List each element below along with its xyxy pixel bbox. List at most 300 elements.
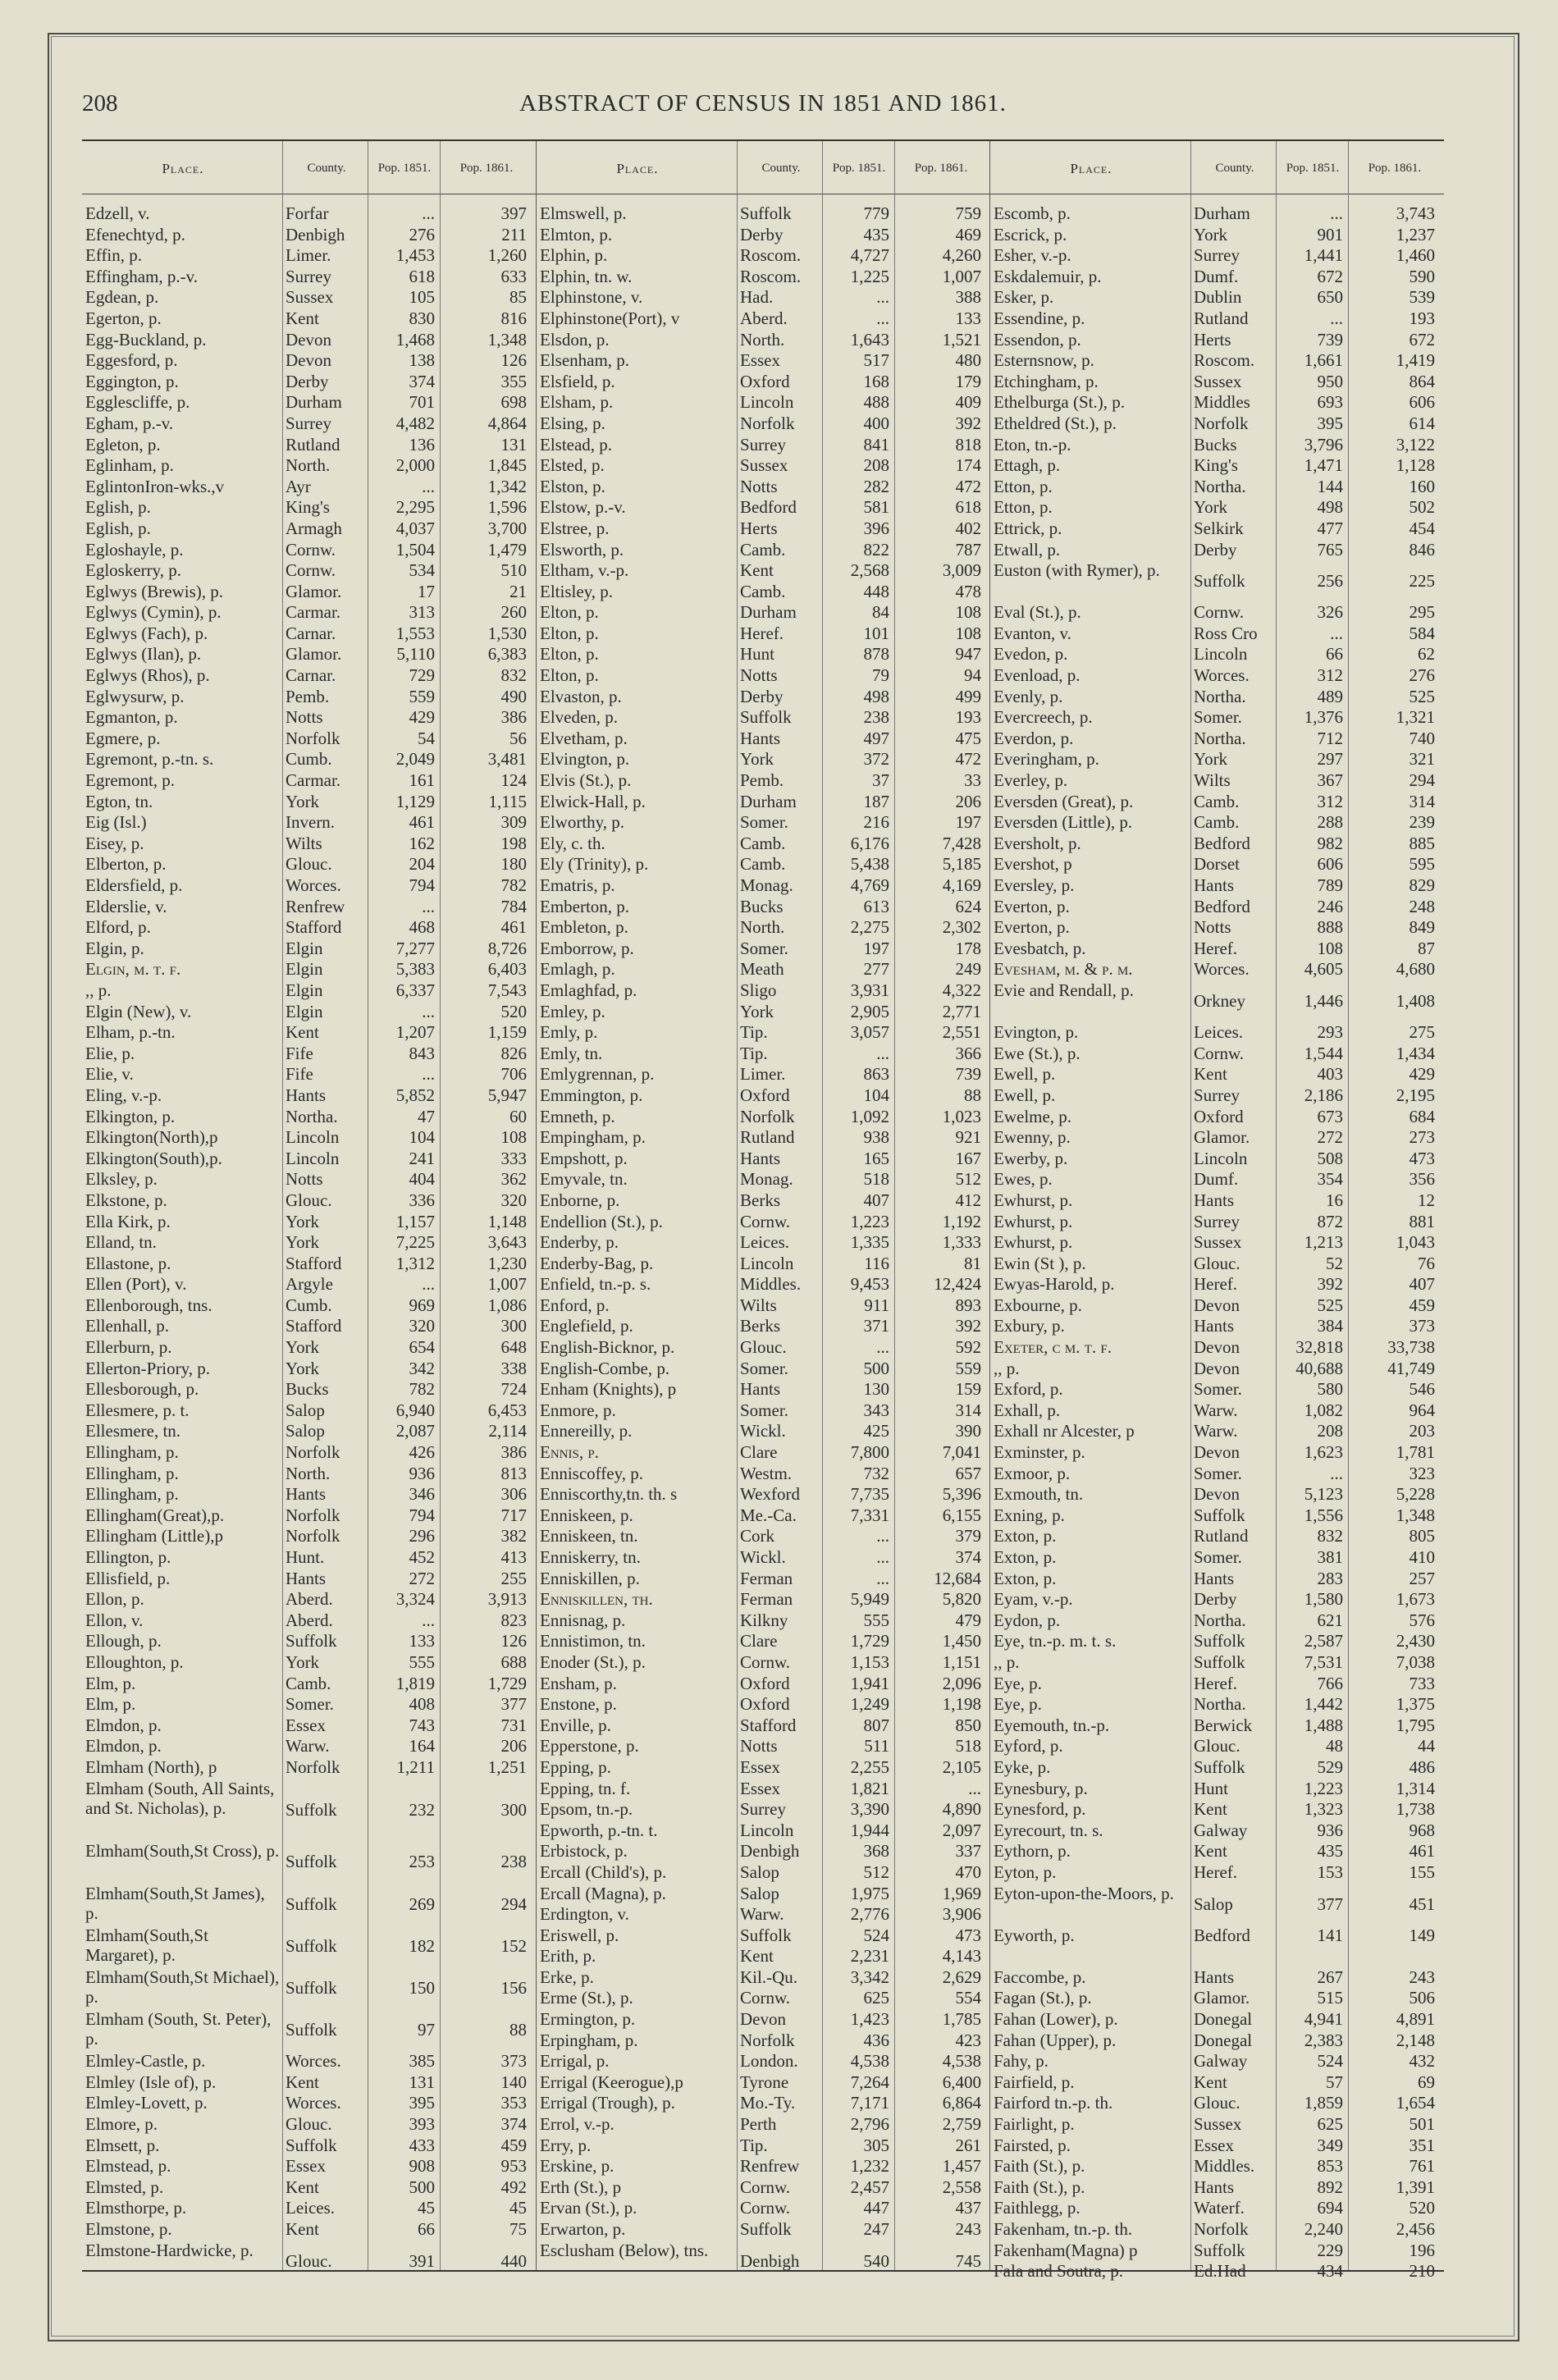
place-name: Exton, p. bbox=[994, 1568, 1057, 1588]
place-name: Faccombe, p. bbox=[994, 1967, 1086, 1987]
county-name: Wickl. bbox=[740, 1547, 786, 1567]
population-1861: 196 bbox=[1409, 2240, 1435, 2260]
place-name: Enborne, p. bbox=[540, 1190, 620, 1210]
population-1851: 448 bbox=[863, 581, 889, 601]
table-row bbox=[82, 749, 536, 770]
place-name: Erdington, v. bbox=[540, 1904, 629, 1925]
table-row bbox=[82, 875, 536, 897]
table-row bbox=[537, 308, 990, 330]
table-row bbox=[990, 624, 1444, 645]
table-row bbox=[82, 1484, 536, 1505]
population-1861: ... bbox=[968, 1778, 981, 1798]
county-name: Glouc. bbox=[286, 2114, 332, 2135]
population-1851: 216 bbox=[863, 812, 889, 833]
population-1861: 382 bbox=[500, 1526, 527, 1546]
county-name: Suffolk bbox=[286, 1852, 337, 1872]
population-1851: 400 bbox=[863, 413, 889, 433]
population-1861: 475 bbox=[955, 728, 981, 748]
county-name: Orkney bbox=[1194, 990, 1245, 1011]
table-row bbox=[82, 939, 536, 960]
table-row bbox=[990, 1925, 1444, 1947]
population-1861: 423 bbox=[955, 2030, 981, 2050]
row-list bbox=[82, 203, 536, 2282]
table-row bbox=[990, 372, 1444, 393]
county-name: Sussex bbox=[1194, 1232, 1242, 1253]
county-name: Stafford bbox=[286, 1316, 342, 1336]
place-name: Elmley (Isle of), p. bbox=[85, 2072, 217, 2092]
table-row bbox=[537, 1421, 990, 1442]
county-name: Surrey bbox=[1194, 1211, 1240, 1231]
population-1861: 539 bbox=[1409, 287, 1435, 308]
table-row bbox=[537, 707, 990, 729]
population-1851: 878 bbox=[863, 644, 889, 665]
population-1851: 2,255 bbox=[850, 1756, 889, 1777]
population-1861: 2,096 bbox=[942, 1673, 981, 1693]
population-1851: 529 bbox=[1317, 1756, 1343, 1777]
place-name: Elphin, p. bbox=[540, 245, 608, 266]
population-1861: 684 bbox=[1409, 1106, 1435, 1126]
population-1861: 255 bbox=[500, 1568, 527, 1588]
table-row bbox=[537, 1379, 990, 1400]
place-name: Evesbatch, p. bbox=[994, 938, 1086, 958]
county-name: Glamor. bbox=[1194, 1988, 1250, 2008]
population-1851: 1,249 bbox=[850, 1694, 889, 1715]
column-header-place: Place. bbox=[162, 160, 204, 176]
population-1861: 294 bbox=[500, 1893, 527, 1914]
county-name: Rutland bbox=[740, 1127, 795, 1148]
place-name: Effin, p. bbox=[85, 245, 143, 266]
population-1861: 56 bbox=[509, 728, 527, 748]
table-row bbox=[990, 1464, 1444, 1485]
county-name: Argyle bbox=[286, 1274, 333, 1295]
population-1861: 197 bbox=[955, 812, 981, 833]
population-1861: 1,596 bbox=[487, 497, 527, 518]
county-name: Lincoln bbox=[740, 392, 794, 413]
population-1851: 6,176 bbox=[850, 833, 889, 853]
population-1861: 499 bbox=[955, 686, 981, 706]
county-name: Heref. bbox=[1194, 938, 1238, 958]
table-row bbox=[82, 602, 536, 624]
population-1861: 492 bbox=[500, 2177, 527, 2197]
place-name: Ematris, p. bbox=[540, 875, 615, 895]
population-1861: 333 bbox=[500, 1148, 527, 1168]
place-name: Emborrow, p. bbox=[540, 938, 634, 958]
table-row bbox=[537, 477, 990, 498]
population-1851: 843 bbox=[409, 1043, 435, 1063]
population-1851: 16 bbox=[1326, 1190, 1343, 1210]
county-name: Glouc. bbox=[740, 1337, 787, 1358]
table-row bbox=[82, 1967, 536, 2009]
county-name: Kil.-Qu. bbox=[740, 1967, 797, 1987]
population-1851: 779 bbox=[863, 203, 889, 223]
population-1861: 108 bbox=[500, 1127, 527, 1148]
county-name: Kent bbox=[286, 2177, 319, 2197]
place-name: Ewyas-Harold, p. bbox=[994, 1274, 1115, 1295]
county-name: Suffolk bbox=[1194, 2240, 1245, 2260]
place-name: Ettagh, p. bbox=[994, 455, 1061, 476]
place-name: Exford, p. bbox=[994, 1379, 1063, 1400]
place-name: Everdon, p. bbox=[994, 728, 1074, 748]
county-name: Sussex bbox=[740, 455, 788, 476]
population-1861: 33,738 bbox=[1387, 1337, 1435, 1358]
county-name: Essex bbox=[1194, 2135, 1234, 2155]
table-row bbox=[990, 267, 1444, 288]
population-1851: 477 bbox=[1317, 518, 1343, 538]
population-1861: 88 bbox=[509, 2020, 527, 2040]
place-name: Epping, p. bbox=[540, 1756, 611, 1777]
county-name: Norfolk bbox=[740, 1106, 795, 1126]
county-name: York bbox=[1194, 224, 1228, 244]
population-1851: 32,818 bbox=[1295, 1337, 1343, 1358]
table-row bbox=[990, 2136, 1444, 2157]
population-1851: 297 bbox=[1317, 749, 1343, 770]
population-1861: 294 bbox=[1409, 770, 1435, 791]
population-1861: 451 bbox=[1409, 1893, 1435, 1914]
population-1861: 947 bbox=[955, 644, 981, 665]
county-name: Camb. bbox=[740, 581, 786, 601]
table-row bbox=[82, 1736, 536, 1757]
place-name: Enville, p. bbox=[540, 1715, 611, 1735]
county-name: Galway bbox=[1194, 2051, 1248, 2072]
county-name: Somer. bbox=[740, 1400, 788, 1420]
population-1861: 2,629 bbox=[942, 1967, 981, 1987]
place-name: Elmsthorpe, p. bbox=[85, 2198, 187, 2218]
county-name: Somer. bbox=[1194, 1547, 1242, 1567]
county-name: Hants bbox=[286, 1568, 326, 1588]
place-name: Fakenham, tn.-p. th. bbox=[994, 2219, 1133, 2239]
table-row bbox=[990, 897, 1444, 918]
county-name: Herts bbox=[740, 518, 778, 538]
table-row bbox=[82, 497, 536, 518]
population-1861: 3,906 bbox=[942, 1904, 981, 1925]
population-1861: 133 bbox=[955, 308, 981, 328]
place-name: Eldersfield, p. bbox=[85, 875, 183, 895]
population-1851: 246 bbox=[1317, 896, 1343, 916]
population-1861: 88 bbox=[964, 1085, 981, 1105]
table-row bbox=[990, 1274, 1444, 1295]
table-row bbox=[82, 897, 536, 918]
table-row bbox=[990, 1820, 1444, 1842]
population-1851: 368 bbox=[863, 1841, 889, 1862]
table-row bbox=[82, 455, 536, 477]
place-name: Enderby, p. bbox=[540, 1232, 619, 1253]
place-name: Elveden, p. bbox=[540, 707, 619, 728]
population-1861: 149 bbox=[1409, 1925, 1435, 1945]
county-name: Ed.Had bbox=[1194, 2261, 1246, 2282]
population-1861: 94 bbox=[964, 665, 981, 686]
place-name: Ercall (Magna), p. bbox=[540, 1883, 666, 1903]
county-name: Kent bbox=[286, 2219, 319, 2240]
place-name: Endellion (St.), p. bbox=[540, 1211, 663, 1231]
population-1851: 5,123 bbox=[1304, 1484, 1343, 1505]
county-name: Lincoln bbox=[286, 1148, 340, 1168]
population-1851: 130 bbox=[863, 1379, 889, 1400]
place-name: Enniscoffey, p. bbox=[540, 1463, 643, 1483]
population-1861: 276 bbox=[1409, 665, 1435, 686]
table-row bbox=[990, 1169, 1444, 1190]
population-1851: 435 bbox=[863, 224, 889, 244]
population-1851: 625 bbox=[1317, 2114, 1343, 2135]
population-1861: 337 bbox=[955, 1841, 981, 1862]
population-1851: ... bbox=[876, 287, 889, 308]
population-1851: 606 bbox=[1317, 854, 1343, 875]
population-1851: 2,905 bbox=[850, 1001, 889, 1021]
population-1851: 4,538 bbox=[850, 2051, 889, 2072]
county-name: Devon bbox=[1194, 1484, 1240, 1505]
population-1861: 410 bbox=[1409, 1547, 1435, 1567]
population-1851: 374 bbox=[409, 371, 435, 391]
table-row bbox=[82, 2093, 536, 2114]
population-1861: 76 bbox=[1418, 1253, 1435, 1273]
place-name: Enniskeen, tn. bbox=[540, 1526, 638, 1546]
population-1861: 131 bbox=[500, 434, 527, 455]
county-name: Somer. bbox=[740, 812, 788, 833]
population-1861: 198 bbox=[500, 833, 527, 853]
population-1851: 672 bbox=[1317, 266, 1343, 286]
population-1851: 208 bbox=[863, 455, 889, 476]
population-1851: 888 bbox=[1317, 917, 1343, 938]
population-1851: 2,383 bbox=[1304, 2030, 1343, 2050]
table-row bbox=[537, 1925, 990, 1947]
table-row bbox=[82, 2009, 536, 2051]
place-name: Eglwys (Fach), p. bbox=[85, 623, 208, 643]
county-name: Durham bbox=[1194, 203, 1250, 223]
population-1851: 104 bbox=[863, 1085, 889, 1105]
census-table bbox=[82, 139, 1444, 2282]
table-row bbox=[990, 2261, 1444, 2282]
place-name: Exminster, p. bbox=[994, 1442, 1085, 1463]
population-1861: 203 bbox=[1409, 1421, 1435, 1441]
county-name: King's bbox=[286, 497, 330, 518]
place-name: Eynesbury, p. bbox=[994, 1778, 1088, 1798]
population-1851: 782 bbox=[409, 1379, 435, 1400]
population-1861: 211 bbox=[501, 224, 527, 244]
county-name: York bbox=[286, 791, 320, 811]
county-name: Heref. bbox=[1194, 1274, 1238, 1295]
place-name: Ellingham, p. bbox=[85, 1442, 179, 1463]
population-1861: 864 bbox=[1409, 371, 1435, 391]
table-row bbox=[82, 1379, 536, 1400]
population-1851: 739 bbox=[1317, 329, 1343, 349]
county-name: Salop bbox=[740, 1883, 779, 1903]
population-1851: 461 bbox=[409, 812, 435, 833]
county-name: Me.-Ca. bbox=[740, 1505, 797, 1525]
county-name: Cornw. bbox=[286, 539, 336, 560]
place-name: Erth (St.), p bbox=[540, 2177, 622, 2197]
population-1851: 863 bbox=[863, 1064, 889, 1085]
population-1861: 75 bbox=[509, 2219, 527, 2240]
county-name: Hants bbox=[740, 1379, 780, 1400]
place-name: Ellastone, p. bbox=[85, 1253, 171, 1273]
county-name: Devon bbox=[1194, 1358, 1240, 1378]
population-1861: 429 bbox=[1409, 1064, 1435, 1085]
place-name: Elmham(South,St Margaret), p. bbox=[85, 1925, 208, 1965]
population-1861: 140 bbox=[500, 2072, 527, 2092]
place-name: Everley, p. bbox=[994, 770, 1068, 791]
population-1861: 2,759 bbox=[942, 2114, 981, 2135]
population-1851: 969 bbox=[409, 1295, 435, 1315]
table-row bbox=[537, 1044, 990, 1065]
place-name: Egloshayle, p. bbox=[85, 539, 184, 560]
table-row bbox=[537, 1127, 990, 1149]
place-name: Erith, p. bbox=[540, 1946, 596, 1967]
county-name: Hants bbox=[286, 1484, 326, 1505]
table-row bbox=[990, 644, 1444, 665]
population-1861: 717 bbox=[500, 1505, 527, 1525]
place-name: Ellington, p. bbox=[85, 1547, 171, 1567]
table-row bbox=[537, 1736, 990, 1757]
place-name: Enniskeen, p. bbox=[540, 1505, 633, 1525]
population-1861: 472 bbox=[955, 749, 981, 770]
table-row bbox=[82, 1526, 536, 1547]
table-row bbox=[82, 1274, 536, 1295]
table-row bbox=[537, 2241, 990, 2282]
place-name: Elphin, tn. w. bbox=[540, 266, 633, 286]
population-1861: 5,228 bbox=[1396, 1484, 1435, 1505]
population-1851: 208 bbox=[1317, 1421, 1343, 1441]
population-1861: 1,251 bbox=[487, 1756, 527, 1777]
population-1861: 44 bbox=[1418, 1736, 1435, 1756]
population-1851: 525 bbox=[1317, 1295, 1343, 1315]
table-row bbox=[82, 1589, 536, 1610]
county-name: Devon bbox=[286, 350, 331, 371]
place-name: Elmham (South, St. Peter), p. bbox=[85, 2009, 272, 2049]
population-1861: 309 bbox=[500, 812, 527, 833]
population-1851: 5,852 bbox=[395, 1085, 435, 1105]
population-1851: 5,383 bbox=[395, 959, 435, 980]
table-row bbox=[537, 729, 990, 750]
population-1861: 512 bbox=[955, 1169, 981, 1190]
place-name: Etchingham, p. bbox=[994, 371, 1099, 391]
county-name: Heref. bbox=[740, 623, 784, 643]
population-1851: 7,800 bbox=[850, 1442, 889, 1463]
population-1861: 366 bbox=[955, 1043, 981, 1063]
county-name: Warw. bbox=[1194, 1400, 1238, 1420]
population-1851: 247 bbox=[863, 2219, 889, 2239]
place-name: Elmsted, p. bbox=[85, 2177, 164, 2197]
population-1861: 473 bbox=[955, 1925, 981, 1945]
table-row bbox=[82, 518, 536, 540]
population-1851: 136 bbox=[409, 434, 435, 455]
population-1861: 306 bbox=[500, 1484, 527, 1505]
county-name: Warw. bbox=[740, 1904, 784, 1925]
population-1861: 273 bbox=[1409, 1127, 1435, 1148]
place-name: Ewenny, p. bbox=[994, 1127, 1071, 1148]
table-row bbox=[82, 1295, 536, 1317]
county-name: Cumb. bbox=[286, 1295, 332, 1315]
place-name: Ellingham, p. bbox=[85, 1463, 179, 1483]
table-row bbox=[82, 1149, 536, 1170]
table-row bbox=[537, 1820, 990, 1842]
table-row bbox=[990, 245, 1444, 267]
county-name: Glouc. bbox=[1194, 1253, 1240, 1273]
population-1861: 473 bbox=[1409, 1148, 1435, 1168]
county-name: Heref. bbox=[1194, 1862, 1238, 1882]
county-name: Perth bbox=[740, 2114, 777, 2135]
table-row bbox=[537, 980, 990, 1002]
table-row bbox=[990, 497, 1444, 518]
population-1851: 97 bbox=[418, 2020, 435, 2040]
place-name: Elvetham, p. bbox=[540, 728, 628, 748]
county-name: Aberd. bbox=[286, 1589, 333, 1610]
population-1861: 108 bbox=[955, 623, 981, 643]
county-name: Forfar bbox=[286, 203, 329, 223]
table-row bbox=[537, 1254, 990, 1275]
table-row bbox=[537, 1589, 990, 1610]
place-name: Ewerby, p. bbox=[994, 1148, 1068, 1168]
county-name: Kent bbox=[286, 1022, 319, 1043]
place-name: Emly, p. bbox=[540, 1022, 598, 1043]
place-name: Errigal (Keerogue),p bbox=[540, 2072, 683, 2092]
place-name: Everton, p. bbox=[994, 917, 1070, 938]
population-1851: 1,975 bbox=[850, 1883, 889, 1903]
population-1851: 524 bbox=[1317, 2051, 1343, 2072]
county-name: Norfolk bbox=[286, 728, 340, 748]
place-name: Elberton, p. bbox=[85, 854, 167, 875]
county-name: Derby bbox=[286, 371, 329, 391]
page-number: 208 bbox=[82, 90, 118, 116]
county-name: Norfolk bbox=[286, 1526, 340, 1546]
table-row bbox=[537, 435, 990, 456]
population-1851: 1,312 bbox=[395, 1253, 435, 1273]
county-name: Lincoln bbox=[286, 1127, 340, 1148]
population-1861: 243 bbox=[955, 2219, 981, 2239]
table-row bbox=[990, 792, 1444, 813]
table-row bbox=[990, 1967, 1444, 1989]
place-name: Ellon, v. bbox=[85, 1610, 144, 1630]
population-1861: 1,419 bbox=[1396, 350, 1435, 371]
place-name: Elgin, m. t. f. bbox=[85, 959, 181, 980]
population-1851: 2,587 bbox=[1304, 1631, 1343, 1651]
population-1851: 1,729 bbox=[850, 1631, 889, 1651]
county-name: North. bbox=[286, 1463, 331, 1483]
population-1861: 606 bbox=[1409, 392, 1435, 413]
county-name: Kent bbox=[1194, 1841, 1227, 1862]
table-row bbox=[990, 1526, 1444, 1547]
table-row bbox=[82, 1652, 536, 1674]
population-1861: 724 bbox=[500, 1379, 527, 1400]
county-name: York bbox=[1194, 749, 1228, 770]
population-1861: 6,453 bbox=[487, 1400, 527, 1420]
population-1861: 3,700 bbox=[487, 518, 527, 538]
place-name: Elston, p. bbox=[540, 476, 605, 496]
population-1851: 161 bbox=[409, 770, 435, 791]
population-1861: 4,890 bbox=[942, 1799, 981, 1820]
population-1851: 403 bbox=[1317, 1064, 1343, 1085]
population-1851: 1,213 bbox=[1304, 1232, 1343, 1253]
county-name: Dublin bbox=[1194, 287, 1242, 308]
population-1851: 1,442 bbox=[1304, 1694, 1343, 1715]
population-1851: 54 bbox=[418, 728, 435, 748]
population-1851: 1,223 bbox=[1304, 1778, 1343, 1798]
place-name: Escomb, p. bbox=[994, 203, 1071, 223]
table-row bbox=[537, 624, 990, 645]
county-name: Rutland bbox=[286, 434, 340, 455]
population-1851: 381 bbox=[1317, 1547, 1343, 1567]
population-1861: 1,460 bbox=[1396, 245, 1435, 266]
population-1861: 87 bbox=[1418, 938, 1435, 958]
population-1861: 2,148 bbox=[1396, 2030, 1435, 2050]
population-1851: 2,295 bbox=[395, 497, 435, 518]
table-row bbox=[537, 1464, 990, 1485]
table-row bbox=[990, 2219, 1444, 2241]
population-1851: 732 bbox=[863, 1463, 889, 1483]
place-name: Eglwys (Cymin), p. bbox=[85, 602, 222, 623]
table-row bbox=[990, 1610, 1444, 1632]
table-row bbox=[82, 770, 536, 792]
population-1861: 124 bbox=[500, 770, 527, 791]
population-1861: 392 bbox=[955, 1316, 981, 1336]
